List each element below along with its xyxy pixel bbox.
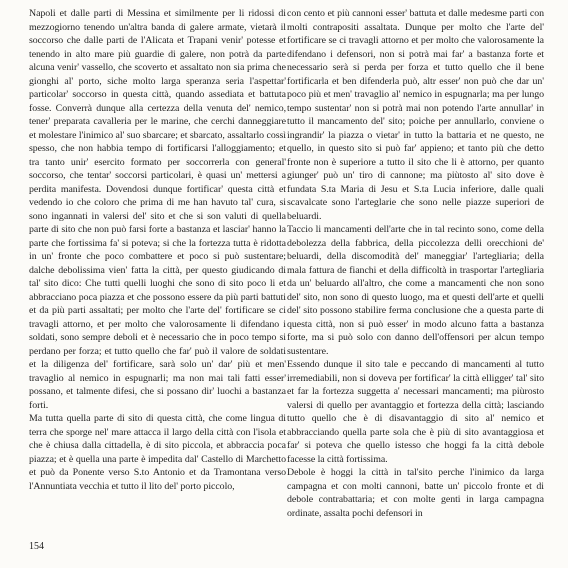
paragraph: Debole è hoggi la città in tal'sito perche l'inimico da larga campagna et con molti cannoni, batte un' piccolo fronte et di debole contrabattaria; et con molte genti in larga campagna ordinate, assalta pochi defensori in [287,467,544,519]
right-text-column [287,7,544,520]
paragraph: Ma tutta quella parte di sito di questa città, che come lingua di terra che sporge nel' mare attacca il largo della città con l'isola et che è chiusa dalla cittadella, è di sito piccola, et abbraccia poca piazza; et è quella una parte è impedita dal' Castello di Marchetto et può da Ponente verso S.to Antonio et da Tramontana verso l'Annuntiata vecchia et tutto il lito del' porto piccolo, [29,413,286,492]
paragraph: Napoli et dalle parti di Messina et similmente per li ridossi di mezzogiorno tenendo un'altra banda di galere armate, vietarà il soccorso che dalle parti de l'Alicata et Trapani venir' potesse et tenendo in alto mare più guardie di galere, non potrà da parte alcuna venir' vassello, che scoverto et assaltato non sia prima che gionghi al' porto, siche molto larga speranza seria l'aspettar' particolar' soccorso in questa città, quando assediata et battuta fosse. Converrà dunque alla certezza della venuta del' nemico, tener' preparata cavalleria per le marine, che cerchi danneggiare et molestare l'inimico al' suo sbarcare; et sbarcato, assaltarlo cossì spesso, che non habbia tempo di fortificarsi l'alloggiamento; et tra tanto unir' esercito formato per soccorrerla con general' soccorso, che tentar' soccorsi particolari, è quasi un' mettersi a perdita manifesta. Dovendosi dunque fortificar' questa città et vedendo io che coloro che prima di me han havuto tal' cura, si sono ingannati in valersi del' sito et che si son valuti di quella parte di sito che non può farsi forte a bastanza et lasciar' hanno la parte che fortissima fa' si poteva; si che la fortezza tutta è ridotta in un' fronte che poco combattere et poco si può sustentare; dalche debolissima vien' fatta la città, per questo giudicando di tal' sito dico: Che tutti quelli luoghi che sono di sito poco li et abbracciano poca piazza et che possono essere da più parti battuti et da più parti assaltati; per molto che l'arte del' fortificare se ci travagli attorno, et per molto che valorosamente li difendano i soldati, sono sempre deboli et è necessario che in poco tempo si perdano per forza; et tutto quello che far' può il valore de soldati et la diligenza del' fortificare, sarà solo un' dar' più et men' travaglio al nemico in espugnarli; ma non mai tali fatti esser' possano, et talmente difesi, che si possano dir' luochi a bastanza forti. [29,8,286,411]
paragraph: Essendo dunque il sito tale e peccando di mancamenti al tutto irremediabili, non si doveva per fortificar' la città elligger' tal' sito et far la fortezza suggetta a' necessari mancamenti; ma piùrosto valersi di quello per avantaggio et fortezza della città; lasciando tutto quello che è di disavantaggio di sito al' nemico et abbracciando quella parte sola che è più di sito avantaggiosa et far' si poteva che quello istesso che hoggi fa la città debole facesse la città fortissima. [287,359,544,465]
page-number: 154 [29,541,44,552]
left-text-column [29,7,286,493]
paragraph: con cento et più cannoni esser' battuta et dalle medesme parti con molti contrapositi assaltata. Dunque per molto che l'arte del' fortificare se ci travagli attorno et per molto che valorosamente la difendano i defensori, non si potrà mai far' a bastanza forte et necessario serà si perda per forza et tutto quello che il bene fortificarla et ben difenderla può, altr esser' non può che dar un' poco più et men' travaglio al' nemico in espugnarla; ma per lungo tempo sustentar' non si potrà mai non potendo l'arte annullar' in tutto il mancamento del' sito; poiche per annullarlo, conviene o ingrandir' la piazza o vietar' in tutto la battaria et ne questo, ne quello, in questo sito si può far' appieno; et tanto più che detto fronte non è superiore a tutto il sito che li è attorno, per quanto giunger' può un' tiro di cannone; ma piùtosto al' sito dove è fundata S.ta Maria di Jesu et S.ta Lucia inferiore, dalle quali scavalcate sono l'arteglarie che sono nelle piazze superiori de beluardi. [287,8,544,222]
paragraph: Taccio li mancamenti dell'arte che in tal recinto sono, come della debolezza della fabbrica, della piccolezza delli orecchioni de' beluardi, della discomodità del' maneggiar' l'artegliaria; della mala fattura de fianchi et della difficoltà in trasportar l'artegliaria da un' beluardo all'altro, che come a mancamenti che non sono del' sito, non sono di questo luogo, ma et questi dell'arte et quelli del' sito possono stabilire ferma conclusione che a questa parte di questa città, non si può esser' in modo alcuno fatta a bastanza forte, ma si può solo con danno dell'offensori per alcun tempo sustentare. [287,224,544,357]
